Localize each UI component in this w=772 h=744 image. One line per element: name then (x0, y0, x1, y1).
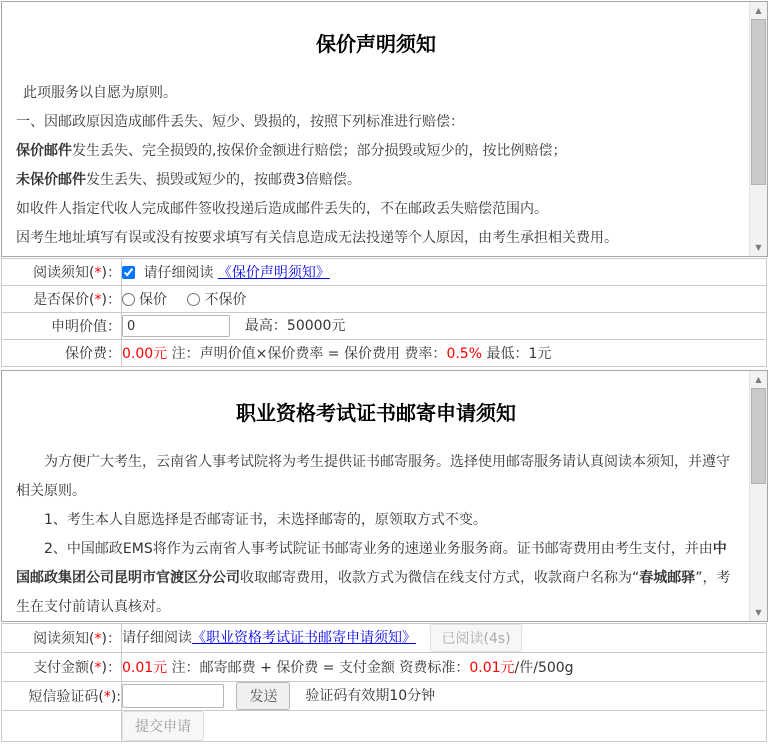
sms-code-input[interactable] (122, 684, 224, 708)
text-segment: ”，考生在支付前请认真核对。 (16, 570, 731, 615)
text-segment: 中国邮政集团公司昆明市官渡区分公司 (16, 541, 727, 586)
text-segment: 0.01元 (469, 660, 515, 676)
text-segment: 短信验证码( (28, 689, 104, 705)
text-segment: * (94, 631, 102, 647)
text-segment: 发生丢失、完全损毁的,按保价金额进行赔偿；部分损毁或短少的，按比例赔偿； (72, 143, 567, 159)
read-notice-row (2, 259, 767, 286)
text-segment: 申明价值： (51, 319, 121, 335)
text-segment: 注：邮寄邮费 + 保价费 = 支付金额 资费标准： (167, 660, 470, 676)
scrollbar-thumb[interactable] (751, 388, 766, 484)
text-segment: * (94, 292, 102, 308)
text-segment: 为方便广大考生，云南省人事考试院将为考生提供证书邮寄服务。选择使用邮寄服务请认真阅读本须知，并遵守相关原则。 (16, 454, 730, 499)
notice-paragraph (16, 195, 736, 224)
notice-paragraph (16, 253, 736, 256)
text-segment: 2、中国邮政EMS将作为云南省人事考试院证书邮寄业务的速递业务服务商。证书邮寄费用由考生支付，并由 (44, 541, 713, 557)
insurance-notice-scrollbar[interactable] (749, 2, 767, 256)
scroll-up-icon[interactable]: ▲ (755, 375, 762, 384)
text-segment: 0.01元 (122, 660, 168, 676)
declared-value-input[interactable] (122, 315, 230, 337)
insurance-notice-content (2, 2, 750, 256)
payment-amount-row (2, 653, 767, 682)
text-segment: 0.5% (446, 346, 483, 362)
text-segment: * (94, 265, 102, 281)
insured-yes-label: 保价 (139, 292, 167, 308)
text-segment: 阅读须知( (33, 265, 95, 281)
insurance-form-table (1, 258, 767, 367)
insured-no-label: 不保价 (204, 292, 247, 308)
sms-code-label (2, 682, 122, 711)
text-segment: )： (101, 631, 121, 647)
text-segment: )： (101, 660, 121, 676)
mailing-notice-link[interactable]: 《职业资格考试证书邮寄申请须知》 (192, 630, 416, 646)
read-mailing-notice-value (122, 624, 767, 653)
send-sms-button[interactable]: 发送 (236, 682, 290, 710)
mailing-notice-body (16, 448, 736, 621)
submit-row-empty-label (2, 711, 122, 742)
declared-value-hint: 最高：50000元 (244, 318, 346, 334)
text-segment: 收取邮寄费用，收款方式为微信在线支付方式，收款商户名称为“ (240, 570, 640, 586)
text-segment: )： (101, 265, 121, 281)
declared-value-label (2, 313, 122, 340)
mailing-notice-panel (1, 370, 768, 622)
notice-paragraph (16, 535, 736, 621)
text-segment: 未保价邮件 (16, 172, 86, 188)
declared-value-row (2, 313, 767, 340)
read-mailing-notice-text (122, 630, 416, 646)
insured-no-option[interactable] (187, 292, 246, 308)
insurance-notice-panel (1, 1, 768, 257)
text-segment: /件/500g (514, 660, 574, 676)
text-segment: 注：声明价值×保价费率 = 保价费用 费率： (167, 346, 447, 362)
read-notice-text (143, 265, 329, 281)
text-segment: 最低：1元 (482, 346, 552, 362)
payment-amount-note (122, 653, 767, 682)
submit-application-button[interactable]: 提交申请 (122, 711, 204, 741)
mailing-notice-title: 职业资格考试证书邮寄申请须知 (236, 401, 516, 425)
insurance-notice-title: 保价声明须知 (316, 32, 436, 56)
notice-paragraph (16, 166, 736, 195)
text-segment: 阅读须知( (33, 631, 95, 647)
text-segment: 此项服务以自愿为原则。 (23, 85, 177, 101)
text-segment: 请仔细阅读 (143, 265, 218, 281)
scroll-down-icon[interactable]: ▼ (755, 243, 762, 252)
text-segment: 保价费： (65, 346, 121, 362)
text-segment: 因考生地址填写有误或没有按要求填写有关信息造成无法投递等个人原因，由考生承担相关费用。 (16, 230, 618, 246)
insured-choice-label (2, 286, 122, 313)
read-notice-checkbox[interactable] (122, 266, 135, 279)
read-notice-value (122, 259, 767, 286)
notice-paragraph (16, 448, 736, 506)
notice-paragraph (16, 137, 736, 166)
text-segment: ): (110, 689, 121, 705)
text-segment: 1、考生本人自愿选择是否邮寄证书，未选择邮寄的，原领取方式不变。 (44, 512, 487, 528)
text-segment: 保价邮件 (16, 143, 72, 159)
scroll-down-icon[interactable]: ▼ (755, 608, 762, 617)
notice-paragraph (16, 108, 736, 137)
scroll-up-icon[interactable]: ▲ (755, 6, 762, 15)
insurance-fee-note (122, 340, 767, 367)
sms-code-row (2, 682, 767, 711)
text-segment: * (94, 660, 102, 676)
insurance-fee-row (2, 340, 767, 367)
insured-choice-row (2, 286, 767, 313)
notice-paragraph (16, 224, 736, 253)
insured-no-radio[interactable] (187, 293, 200, 306)
text-segment: 请仔细阅读 (122, 630, 192, 646)
insured-choice-value (122, 286, 767, 313)
submit-cell (122, 711, 767, 742)
text-segment: 0.00元 (122, 346, 168, 362)
read-mailing-notice-row (2, 624, 767, 653)
sms-code-hint: 验证码有效期10分钟 (305, 688, 436, 704)
text-segment: 一、因邮政原因造成邮件丢失、短少、毁损的，按照下列标准进行赔偿： (16, 114, 464, 130)
text-segment: )： (101, 292, 121, 308)
insurance-notice-link[interactable]: 《保价声明须知》 (217, 265, 330, 281)
text-segment: 支付金额( (33, 660, 95, 676)
text-segment: * (103, 689, 111, 705)
text-segment: 春城邮驿 (639, 570, 696, 586)
declared-value-cell (122, 313, 767, 340)
mailing-form-table (1, 623, 767, 742)
payment-amount-label (2, 653, 122, 682)
text-segment: 是否保价( (33, 292, 95, 308)
mailing-notice-content (2, 371, 750, 621)
mailing-notice-scrollbar[interactable] (749, 371, 767, 621)
text-segment: 如收件人指定代收人完成邮件签收投递后造成邮件丢失的，不在邮政丢失赔偿范围内。 (16, 201, 548, 217)
text-segment: 发生丢失、损毁或短少的，按邮费3倍赔偿。 (86, 172, 361, 188)
insurance-fee-label (2, 340, 122, 367)
submit-row (2, 711, 767, 742)
notice-paragraph (16, 506, 736, 535)
read-mailing-notice-label (2, 624, 122, 653)
sms-code-cell (122, 682, 767, 711)
insurance-notice-body (16, 79, 736, 256)
insured-yes-radio[interactable] (122, 293, 135, 306)
notice-paragraph (16, 79, 736, 108)
read-notice-label (2, 259, 122, 286)
already-read-button[interactable]: 已阅读(4s) (430, 624, 521, 652)
scrollbar-thumb[interactable] (751, 19, 766, 185)
insured-yes-option[interactable] (122, 292, 167, 308)
